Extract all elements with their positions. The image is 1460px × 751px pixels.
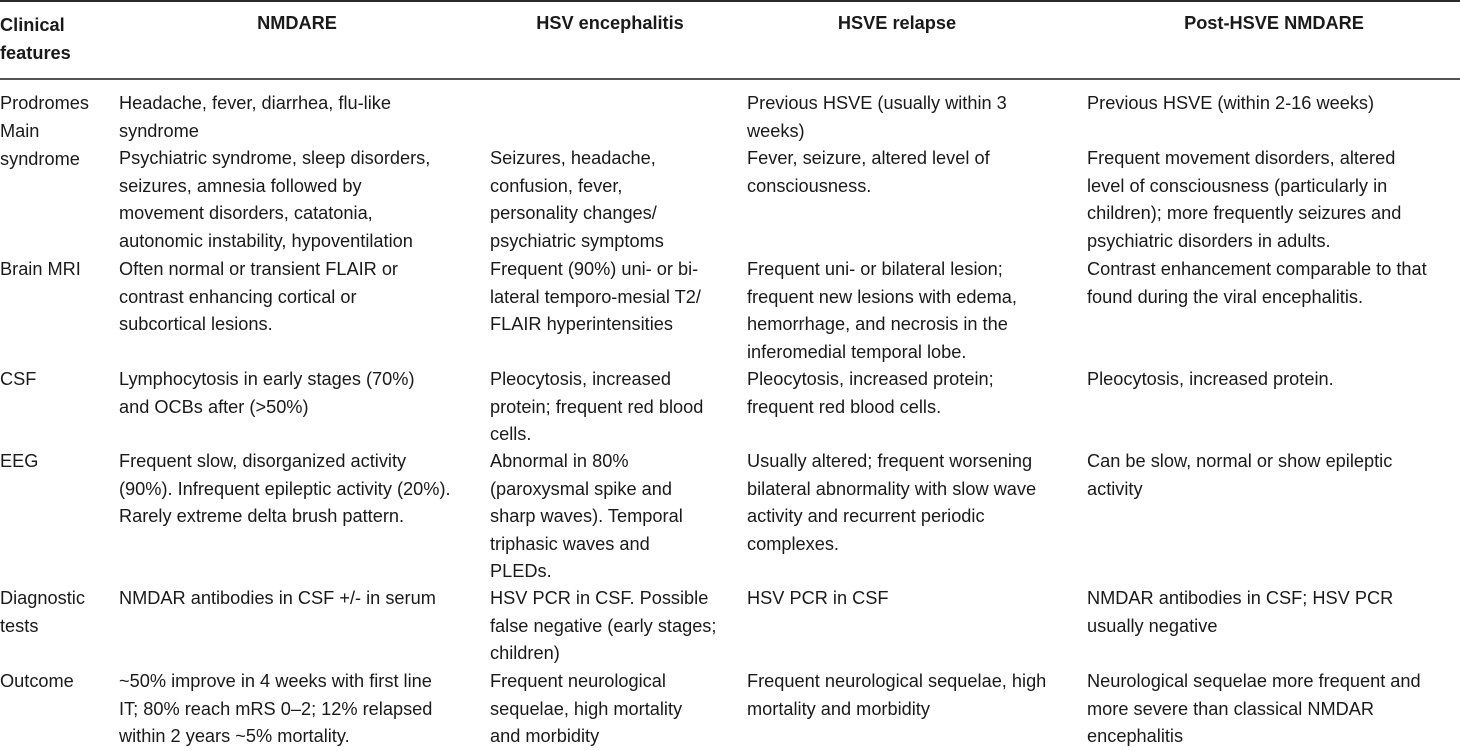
row-outcome-feature: Outcome: [0, 671, 74, 691]
row-prodromes-nmdare: Headache, fever, diarrhea, flu-like syndrome: [119, 93, 391, 141]
row-prodromes-feature: Prodromes: [0, 93, 89, 113]
row-brain-mri-nmdare: Often normal or transient FLAIR or contrast enhancing cortical or subcortical lesions.: [119, 259, 398, 335]
header-nmdare: NMDARE: [257, 13, 337, 33]
header-hsv-encephalitis: HSV encephalitis: [536, 13, 684, 33]
row-brain-mri-post: Contrast enhancement comparable to that found during the viral encephalitis.: [1087, 259, 1427, 307]
header-clinical-features: Clinical features: [0, 15, 71, 63]
row-diagnostic-tests-hsv: HSV PCR in CSF. Possible false negative (early stages; children): [490, 588, 717, 664]
row-eeg-feature: EEG: [0, 451, 39, 471]
row-eeg-hsv: Abnormal in 80% (paroxysmal spike and sharp waves). Temporal triphasic waves and PLEDs.: [490, 451, 683, 582]
row-csf-feature: CSF: [0, 369, 37, 389]
row-main-syndrome-nmdare: Psychiatric syndrome, sleep disorders, seizures, amnesia followed by movement disorders, catatonia, autonomic instability, hypoventilation: [119, 148, 431, 251]
row-csf-relapse: Pleocytosis, increased protein; frequent red blood cells.: [747, 369, 994, 417]
row-outcome-post: Neurological sequelae more frequent and more severe than classical NMDAR encephalitis: [1087, 671, 1421, 747]
header-hsve-relapse: HSVE relapse: [837, 13, 957, 33]
row-eeg-relapse: Usually altered; frequent worsening bilateral abnormality with slow wave activity and recurrent periodic complexes.: [747, 451, 1037, 554]
row-csf-hsv: Pleocytosis, increased protein; frequent red blood cells.: [490, 369, 704, 445]
row-brain-mri-relapse: Frequent uni- or bilateral lesion; frequent new lesions with edema, hemorrhage, and necrosis in the inferomedial temporal lobe.: [747, 259, 1017, 362]
row-prodromes-post: Previous HSVE (within 2-16 weeks): [1087, 93, 1375, 113]
header-rule: [0, 78, 1460, 80]
row-eeg-post: Can be slow, normal or show epileptic activity: [1087, 451, 1393, 499]
row-diagnostic-tests-feature: Diagnostic tests: [0, 588, 85, 636]
row-eeg-nmdare: Frequent slow, disorganized activity (90%). Infrequent epileptic activity (20%). Rarely extreme delta brush pattern.: [119, 451, 451, 527]
table-top-rule: [0, 0, 1460, 2]
header-post-hsve-nmdare: Post-HSVE NMDARE: [1184, 13, 1364, 33]
row-outcome-hsv: Frequent neurological sequelae, high mortality and morbidity: [490, 671, 683, 747]
row-prodromes-relapse: Previous HSVE (usually within 3 weeks): [747, 93, 1007, 141]
row-main-syndrome-post: Frequent movement disorders, altered level of consciousness (particularly in children); more frequently seizures and psychiatric disorders in adults.: [1087, 148, 1402, 251]
row-csf-nmdare: Lymphocytosis in early stages (70%) and OCBs after (>50%): [119, 369, 415, 417]
row-diagnostic-tests-post: NMDAR antibodies in CSF; HSV PCR usually negative: [1087, 588, 1394, 636]
row-main-syndrome-relapse: Fever, seizure, altered level of consciousness.: [747, 148, 990, 196]
row-diagnostic-tests-relapse: HSV PCR in CSF: [747, 588, 889, 608]
row-brain-mri-hsv: Frequent (90%) uni- or bi- lateral temporo-mesial T2/ FLAIR hyperintensities: [490, 259, 701, 335]
row-outcome-relapse: Frequent neurological sequelae, high mortality and morbidity: [747, 671, 1047, 719]
row-csf-post: Pleocytosis, increased protein.: [1087, 369, 1334, 389]
row-diagnostic-tests-nmdare: NMDAR antibodies in CSF +/- in serum: [119, 588, 436, 608]
row-main-syndrome-hsv: Seizures, headache, confusion, fever, personality changes/ psychiatric symptoms: [490, 148, 664, 251]
row-main-syndrome-feature: Main syndrome: [0, 121, 80, 169]
row-brain-mri-feature: Brain MRI: [0, 259, 81, 279]
row-outcome-nmdare: ~50% improve in 4 weeks with first line IT; 80% reach mRS 0–2; 12% relapsed within 2 years ~5% mortality.: [119, 671, 433, 747]
